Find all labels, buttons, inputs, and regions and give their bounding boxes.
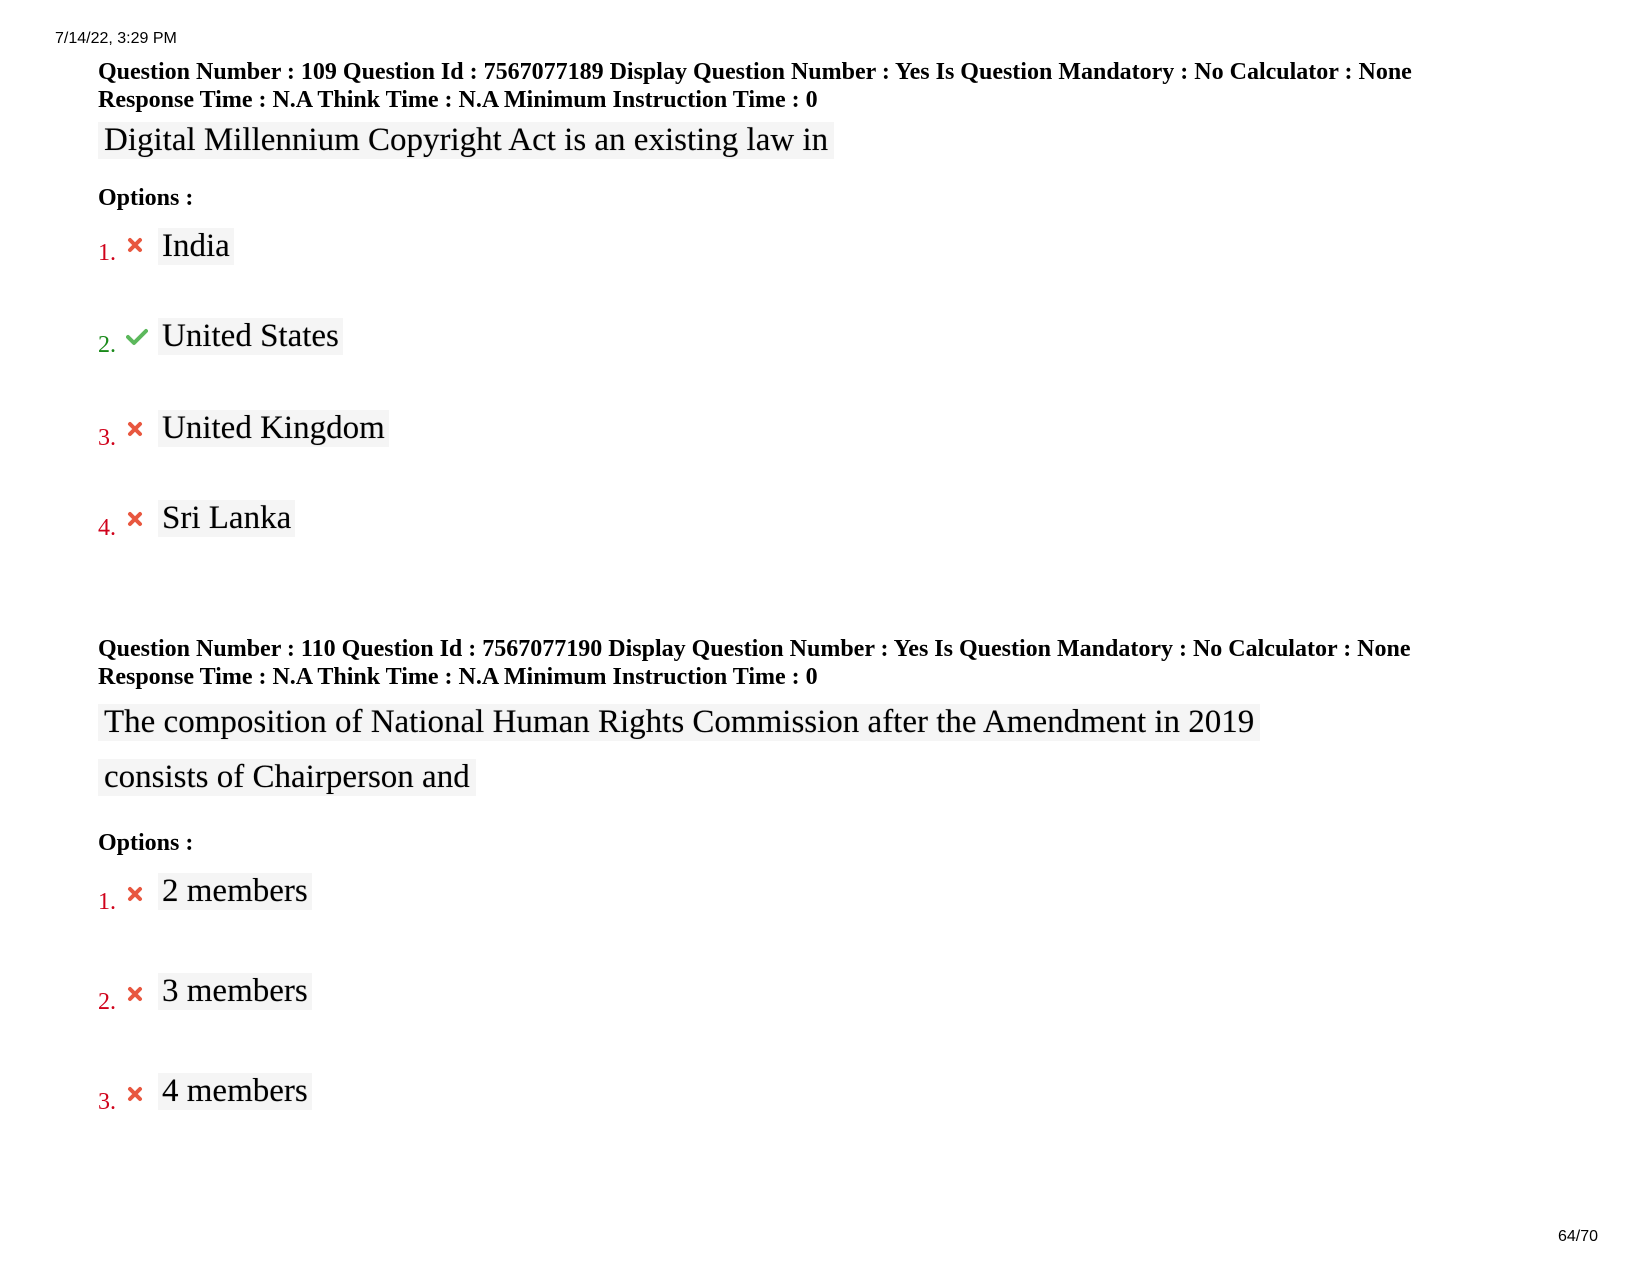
option-text: India: [158, 228, 234, 265]
cross-icon: [126, 420, 144, 438]
cross-icon: [126, 236, 144, 254]
cross-icon: [126, 510, 144, 528]
question-meta-line1: Question Number : 109 Question Id : 7567077189 Display Question Number : Yes Is Question Mandatory : No Calculator : None: [98, 59, 1412, 85]
option-item: [98, 500, 698, 560]
question-meta-line2: Response Time : N.A Think Time : N.A Minimum Instruction Time : 0: [98, 664, 818, 690]
option-item: [98, 228, 698, 288]
question-meta-line1: Question Number : 110 Question Id : 7567077190 Display Question Number : Yes Is Question Mandatory : No Calculator : None: [98, 636, 1411, 662]
option-number: 1.: [98, 240, 116, 266]
question-meta-line2: Response Time : N.A Think Time : N.A Minimum Instruction Time : 0: [98, 87, 818, 113]
option-number: 4.: [98, 515, 116, 541]
question-text-line1: The composition of National Human Rights Commission after the Amendment in 2019: [98, 704, 1260, 741]
option-number: 3.: [98, 1089, 116, 1115]
option-item: [98, 873, 698, 933]
cross-icon: [126, 1085, 144, 1103]
option-text: 2 members: [158, 873, 312, 910]
print-date: 7/14/22, 3:29 PM: [55, 30, 177, 47]
option-text: Sri Lanka: [158, 500, 295, 537]
option-number: 1.: [98, 889, 116, 915]
option-text: United Kingdom: [158, 410, 389, 447]
option-text: 4 members: [158, 1073, 312, 1110]
option-item: [98, 318, 698, 378]
question-text-line2: consists of Chairperson and: [98, 759, 476, 796]
option-text: 3 members: [158, 973, 312, 1010]
question-meta: [98, 635, 1411, 691]
options-label: Options :: [98, 830, 194, 856]
option-item: [98, 1073, 698, 1133]
question-text: Digital Millennium Copyright Act is an existing law in: [98, 122, 834, 159]
question-meta: [98, 58, 1412, 114]
options-label: Options :: [98, 185, 194, 211]
cross-icon: [126, 985, 144, 1003]
option-item: [98, 973, 698, 1033]
option-item: [98, 410, 698, 470]
option-number: 2.: [98, 989, 116, 1015]
check-icon: [126, 328, 148, 346]
option-number: 3.: [98, 425, 116, 451]
option-number: 2.: [98, 332, 116, 358]
cross-icon: [126, 885, 144, 903]
option-text: United States: [158, 318, 343, 355]
page-number: 64/70: [1557, 1228, 1598, 1245]
